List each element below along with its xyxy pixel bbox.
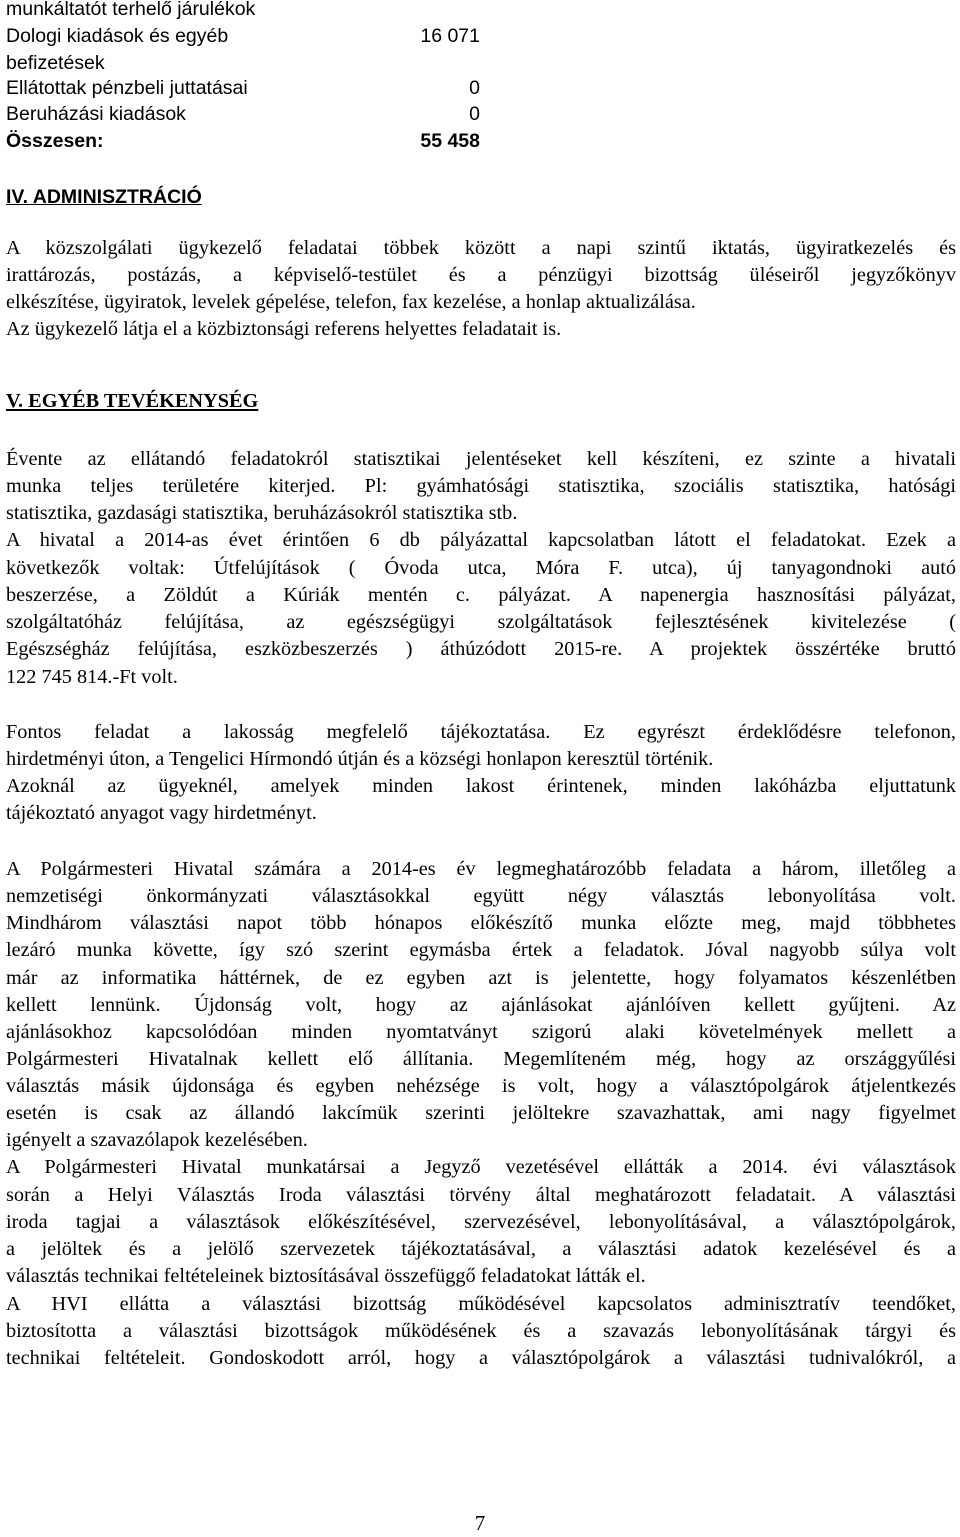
text-line: Fontos feladat a lakosság megfelelő tájékoztatása. Ez egyrészt érdeklődésre telefonon,	[6, 721, 956, 743]
budget-row-label: befizetések	[6, 52, 105, 74]
budget-total-value: 55 458	[420, 130, 480, 152]
text-line: biztosította a választási bizottságok működésének és a szavazás lebonyolításának tárgyi és	[6, 1320, 956, 1342]
text-line: választás másik újdonsága és egyben nehézsége is volt, hogy a választópolgárok átjelentkezés	[6, 1075, 956, 1097]
text-line: Polgármesteri Hivatalnak kellett elő állítania. Megemlíteném még, hogy az országgyűlési	[6, 1048, 956, 1070]
section-heading: V. EGYÉB TEVÉKENYSÉG	[6, 390, 259, 412]
text-line: munka teljes területére kiterjed. Pl: gyámhatósági statisztika, szociális statisztika, hatósági	[6, 475, 956, 497]
text-line: során a Helyi Választás Iroda választási törvény által meghatározott feladatait. A választási	[6, 1184, 956, 1206]
budget-row-label: Beruházási kiadások	[6, 103, 186, 125]
text-line: A közszolgálati ügykezelő feladatai többek között a napi szintű iktatás, ügyiratkezelés és	[6, 237, 956, 259]
text-line: következők voltak: Útfelújítások ( Óvoda utca, Móra F. utca), új tanyagondnoki autó	[6, 557, 956, 579]
budget-row-label: Dologi kiadások és egyéb	[6, 25, 229, 47]
budget-row-value: 16 071	[420, 25, 480, 47]
text-line: választás technikai feltételeinek biztosításával összefüggő feladatokat látták el.	[6, 1265, 646, 1287]
text-line: beszerzése, a Zöldút a Kúriák mentén c. pályázat. A napenergia hasznosítási pályázat,	[6, 584, 956, 606]
text-line: A Polgármesteri Hivatal munkatársai a Jegyző vezetésével ellátták a 2014. évi választások	[6, 1156, 956, 1178]
text-line: hirdetményi úton, a Tengelici Hírmondó útján és a községi honlapon keresztül történik.	[6, 748, 714, 770]
text-line: esetén is csak az állandó lakcímük szerinti jelöltekre szavazhattak, ami nagy figyelmet	[6, 1102, 956, 1124]
text-line: Egészségház felújítása, eszközbeszerzés ) áthúzódott 2015-re. A projektek összértéke bruttó	[6, 638, 956, 660]
budget-row-value: 0	[469, 103, 480, 125]
text-line: 122 745 814.-Ft volt.	[6, 666, 178, 688]
text-line: elkészítése, ügyiratok, levelek gépelése, telefon, fax kezelése, a honlap aktualizálása.	[6, 291, 696, 313]
text-line: már az informatika háttérnek, de ez egyben azt is jelentette, hogy folyamatos készenlétben	[6, 967, 956, 989]
text-line: A hivatal a 2014-as évet érintően 6 db pályázattal kapcsolatban látott el feladatokat. Ezek a	[6, 529, 956, 551]
budget-row-label: munkáltatót terhelő járulékok	[6, 0, 256, 20]
text-line: irattározás, postázás, a képviselő-testület és a pénzügyi bizottság üléseiről jegyzőkönyv	[6, 264, 956, 286]
section-heading: IV. ADMINISZTRÁCIÓ	[6, 186, 202, 208]
budget-total-label: Összesen:	[6, 130, 104, 152]
text-line: A HVI ellátta a választási bizottság működésével kapcsolatos adminisztratív teendőket,	[6, 1293, 956, 1315]
text-line: igényelt a szavazólapok kezelésében.	[6, 1129, 308, 1151]
page-number: 7	[474, 1511, 486, 1535]
text-line: Évente az ellátandó feladatokról statisztikai jelentéseket kell készíteni, ez szinte a hivatali	[6, 448, 956, 470]
text-line: a jelöltek és a jelölő szervezetek tájékoztatásával, a választási adatok kezelésével és a	[6, 1238, 956, 1260]
text-line: technikai feltételeit. Gondoskodott arról, hogy a választópolgárok a választási tudnivalókról, a	[6, 1347, 956, 1369]
text-line: ajánlásokhoz kapcsolódóan minden nyomtatványt szigorú alaki követelmények mellett a	[6, 1021, 956, 1043]
text-line: Mindhárom választási napot több hónapos előkészítő munka előzte meg, majd többhetes	[6, 912, 956, 934]
text-line: A Polgármesteri Hivatal számára a 2014-es év legmeghatározóbb feladata a három, illetőleg a	[6, 858, 956, 880]
text-line: statisztika, gazdasági statisztika, beruházásokról statisztika stb.	[6, 502, 518, 524]
text-line: Az ügykezelő látja el a közbiztonsági referens helyettes feladatait is.	[6, 318, 562, 340]
text-line: lezáró munka követte, így szó szerint egymásba értek a feladatok. Jóval nagyobb súlya volt	[6, 939, 956, 961]
text-line: nemzetiségi önkormányzati választásokkal együtt négy választás lebonyolítása volt.	[6, 885, 956, 907]
text-line: szolgáltatóház felújítása, az egészségügyi szolgáltatások fejlesztésének kivitelezése (	[6, 611, 956, 633]
budget-row-label: Ellátottak pénzbeli juttatásai	[6, 77, 248, 99]
budget-row-value: 0	[469, 77, 480, 99]
text-line: kellett lennünk. Újdonság volt, hogy az ajánlásokat ajánlóíven kellett gyűjteni. Az	[6, 994, 956, 1016]
text-line: tájékoztató anyagot vagy hirdetményt.	[6, 802, 317, 824]
text-line: Azoknál az ügyeknél, amelyek minden lakost érintenek, minden lakóházba eljuttatunk	[6, 775, 956, 797]
text-line: iroda tagjai a választások előkészítésével, szervezésével, lebonyolításával, a választópolgárok,	[6, 1211, 956, 1233]
